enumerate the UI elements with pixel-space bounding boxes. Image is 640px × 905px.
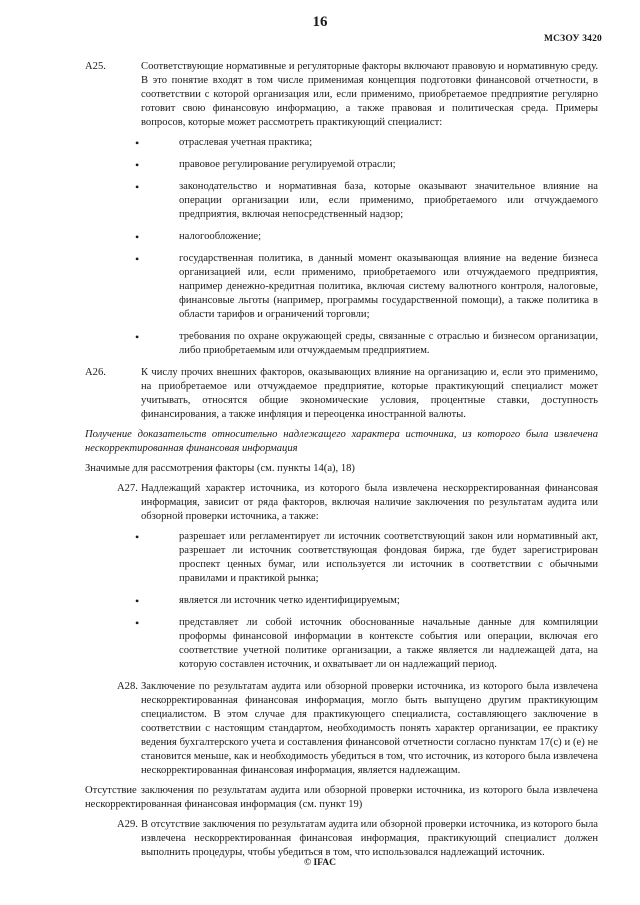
a27-bullet-list <box>85 530 598 672</box>
paragraph-a26 <box>85 366 598 422</box>
page-content <box>85 60 598 866</box>
a25-bullet-list <box>85 136 598 358</box>
list-item: • налогообложение; <box>179 230 598 244</box>
list-item: • государственная политика, в данный момент оказывающая влияние на ведение бизнеса организацией или, если применимо, приобретаемого или отчуждаемого предприятия, например денежно-кредитная политика, включая систему валютного контроля, налоговые, финансовые льготы (например, программы государственной помощи), а также политика в области тарифов и ограничений торговли; <box>179 252 598 322</box>
list-item: • требования по охране окружающей среды, связанные с отраслью и бизнесом организации, либо приобретаемым или отчуждаемым предприятием. <box>179 330 598 358</box>
paragraph-text: К числу прочих внешних факторов, оказывающих влияние на организацию и, если это применимо, на приобретаемое или отчуждаемое предприятие, которые практикующий специалист может учитывать, относятся общие экономические условия, процентные ставки, доступность финансирования, а также инфляция и переоценка иностранной валюты. <box>141 367 598 420</box>
paragraph-a25 <box>85 60 598 130</box>
paragraph-a27 <box>85 482 598 524</box>
paragraph-text: В отсутствие заключения по результатам аудита или обзорной проверки источника, из которого была извлечена нескорректированная финансовая информация, практикующий специалист должен выполнить процедуры, чтобы убедиться в том, что использовался надлежащий источник. <box>141 819 598 858</box>
list-item: • является ли источник четко идентифицируемым; <box>179 594 598 608</box>
page-number: 16 <box>312 14 328 30</box>
list-item: • разрешает или регламентирует ли источник соответствующий закон или нормативный акт, разрешает ли источник соответствующая фондовая биржа, где будет зарегистрирован проспект ценных бумаг, или используется ли источник в соответствии с обычными правилами и практикой рынка; <box>179 530 598 586</box>
absence-subheading: Отсутствие заключения по результатам аудита или обзорной проверки источника, из которого была извлечена нескорректированная финансовая информация (см. пункт 19) <box>85 785 598 810</box>
factors-subheading: Значимые для рассмотрения факторы (см. пункты 14(а), 18) <box>85 463 355 474</box>
list-item: • законодательство и нормативная база, которые оказывают значительное влияние на операции организации или, если применимо, приобретаемого или отчуждаемого предприятия, включая непосредственный надзор; <box>179 180 598 222</box>
paragraph-number: А29. <box>117 819 138 830</box>
list-item: • отраслевая учетная практика; <box>179 136 598 150</box>
paragraph-a29 <box>85 818 598 860</box>
list-item: • представляет ли собой источник обоснованные начальные данные для компиляции проформы финансовой информации в контексте события или операции, включая его соответствие учетной политике организации, а также является ли надлежащей дата, на которую составлен источник, и охватывает ли он надлежащий период. <box>179 616 598 672</box>
section-heading: Получение доказательств относительно надлежащего характера источника, из которого была извлечена нескорректированная финансовая информация <box>85 429 598 454</box>
paragraph-text: Соответствующие нормативные и регуляторные факторы включают правовую и нормативную среду. В это понятие входят в том числе применимая концепция подготовки финансовой отчетности, в соответствии с которой организация или, если применимо, приобретаемое предприятие регулярно готовит свою финансовую информацию, а также правовая и политическая среда. Примеры вопросов, которые может рассмотреть практикующий специалист: <box>141 61 598 128</box>
paragraph-number: А28. <box>117 681 138 692</box>
paragraph-text: Заключение по результатам аудита или обзорной проверки источника, из которого была извлечена нескорректированная финансовая информация, могло быть выпущено другим практикующим специалистом. В этом случае для практикующего специалиста, составляющего заключение в соответствии с настоящим стандартом, необходимость понять характер организации, ее практику ведения бухгалтерского учета и составления финансовой отчетности согласно пунктам 17(с) и (е) не становится меньше, как и необходимость убедиться в том, что источник, из которого была извлечена нескорректированная финансовая информация, является надлежащим. <box>141 681 598 776</box>
copyright-footer: © IFAC <box>304 858 336 868</box>
document-code: МСЗОУ 3420 <box>543 34 602 44</box>
paragraph-a28 <box>85 680 598 778</box>
paragraph-number: А25. <box>85 61 106 72</box>
paragraph-number: А26. <box>85 367 106 378</box>
list-item: • правовое регулирование регулируемой отрасли; <box>179 158 598 172</box>
paragraph-text: Надлежащий характер источника, из которого была извлечена нескорректированная финансовая информация, зависит от ряда факторов, включая наличие заключения по результатам аудита или обзорной проверки источника, а также: <box>141 483 598 522</box>
paragraph-number: А27. <box>117 483 138 494</box>
